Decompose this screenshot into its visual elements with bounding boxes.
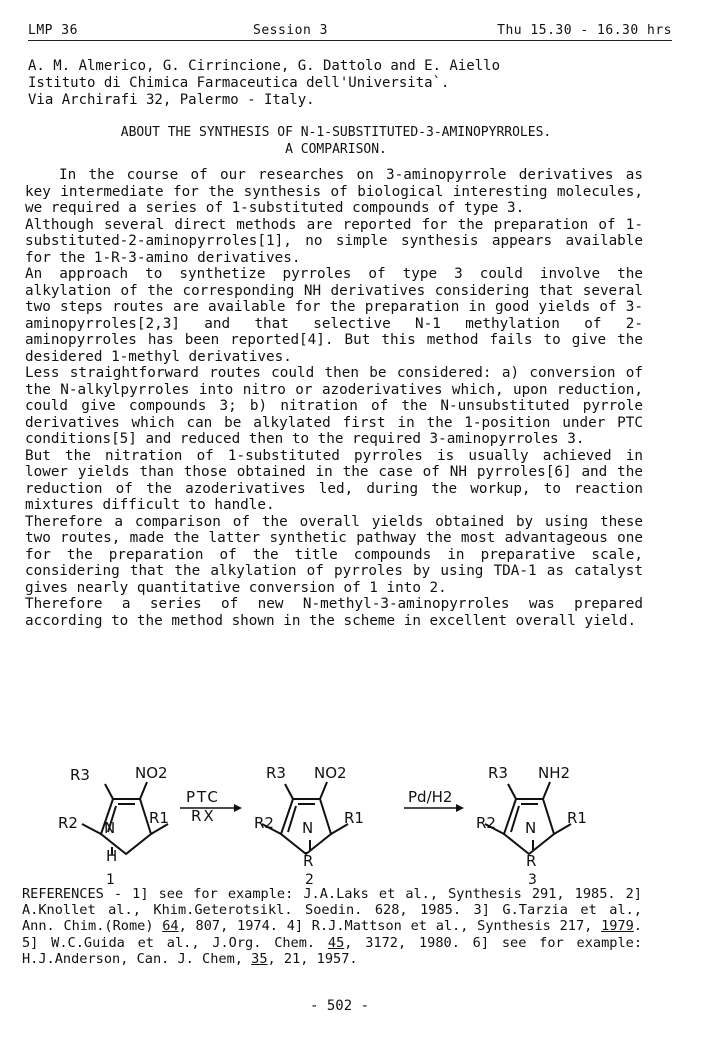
compound-1-structure <box>58 764 169 888</box>
paragraph-2: Although several direct methods are reported for the preparation of 1-substituted-2-aminopyrroles[1], no simple synthesis appears available for the 1-R-3-amino derivatives. <box>25 216 643 266</box>
session-header <box>28 22 672 41</box>
c2-r3: R3 <box>266 764 286 782</box>
references-part-3: , 3172, 1980. 6] see for example: H.J.Anderson, Can. J. Chem, <box>22 934 642 967</box>
c3-r1: R1 <box>567 809 587 827</box>
author-block <box>28 58 500 109</box>
paragraph-4: Less straightforward routes could then be considered: a) conversion of the N-alkylpyrroles into nitro or azoderivatives which, upon reduction, could give compounds 3; b) nitration of the N-unsubstituted pyrrole derivatives which can be alkylated first in the 1-position under PTC conditions[5] and reduced then to the required 3-aminopyrroles 3. <box>25 365 643 447</box>
c2-n-sub: R <box>303 852 314 870</box>
c2-top-group: NO2 <box>314 764 347 782</box>
abstract-body <box>25 167 643 629</box>
title-line-1: ABOUT THE SYNTHESIS OF N-1-SUBSTITUTED-3-AMINOPYRROLES. <box>120 125 552 140</box>
paragraph-3: An approach to synthetize pyrroles of type 3 could involve the alkylation of the corresponding NH derivatives considering that several two steps routes are available for the preparation in good yields of 3-aminopyrroles[2,3] and that selective N-1 methylation of 2-aminopyrroles has been reported[4]. But this method fails to give the desidered 1-methyl derivatives. <box>25 266 643 365</box>
paragraph-1: In the course of our researches on 3-aminopyrrole derivatives as key intermediate for the synthesis of biological interesting molecules, we required a series of 1-substituted compounds of type 3. <box>25 167 643 216</box>
arrow2-above: Pd/H2 <box>408 788 453 806</box>
c2-n: N <box>302 819 314 837</box>
c3-r3: R3 <box>488 764 508 782</box>
arrow-pd-h2 <box>404 788 464 812</box>
c1-r1: R1 <box>149 809 169 827</box>
c3-n: N <box>525 819 537 837</box>
references-text <box>22 886 642 967</box>
reaction-scheme <box>50 762 670 892</box>
header-session: Session 3 <box>253 23 328 38</box>
c3-r2: R2 <box>476 814 496 832</box>
author-address: Via Archirafi 32, Palermo - Italy. <box>28 92 315 108</box>
c2-number: 2 <box>305 872 314 888</box>
c1-top-group: NO2 <box>135 764 168 782</box>
c3-n-sub: R <box>526 852 537 870</box>
arrow-ptc <box>180 788 242 825</box>
c3-number: 3 <box>528 872 537 888</box>
arrow1-below: RX <box>191 807 216 825</box>
ref-year-underlined: 1979 <box>601 918 634 935</box>
paragraph-7: Therefore a series of new N-methyl-3-aminopyrroles was prepared according to the method shown in the scheme in excellent overall yield. <box>25 596 643 629</box>
paragraph-5: But the nitration of 1-substituted pyrroles is usually achieved in lower yields than those obtained in the case of NH pyrroles[6] and the reduction of the azoderivatives led, during the workup, to reaction mixtures difficult to handle. <box>25 447 643 513</box>
ref-volume-1: 64 <box>162 918 179 935</box>
ref-volume-3: 35 <box>251 950 268 967</box>
page-number: - 502 - <box>310 998 370 1014</box>
c1-r2: R2 <box>58 814 78 832</box>
header-code: LMP 36 <box>28 23 78 38</box>
c1-r3: R3 <box>70 766 90 784</box>
author-names: A. M. Almerico, G. Cirrincione, G. Dattolo and E. Aiello <box>28 58 501 74</box>
references-part-1: , 807, 1974. 4] R.J.Mattson et al., Synthesis 217, <box>178 918 602 935</box>
author-institute: Istituto di Chimica Farmaceutica dell'Universita`. <box>28 75 450 91</box>
references-part-4: , 21, 1957. <box>267 950 358 967</box>
references <box>22 886 642 967</box>
references-lead: REFERENCES - 1] see for example: J.A.Laks et al., Synthesis 291, 1985. 2] A.Knollet al., Khim.Geterotsikl. Soedin. 628, 1985. 3] G.Tarzia et al., Ann. Chim.(Rome) <box>22 886 642 935</box>
paper-title <box>28 124 644 158</box>
compound-3-structure <box>476 764 587 888</box>
c3-top-group: NH2 <box>538 764 571 782</box>
compound-2-structure <box>254 764 364 888</box>
title-line-2: A COMPARISON. <box>285 142 387 157</box>
c2-r1: R1 <box>344 809 364 827</box>
ref-volume-2: 45 <box>327 934 345 951</box>
c1-n: N <box>104 819 116 837</box>
paragraph-6: Therefore a comparison of the overall yields obtained by using these two routes, made the latter synthetic pathway the most advantageous one for the preparation of the title compounds in preparative scale, considering that the alkylation of pyrroles by using TDA-1 as catalyst gives nearly quantitative conversion of 1 into 2. <box>25 513 643 596</box>
c1-n-sub: H <box>106 847 118 865</box>
references-part-2: . 5] W.C.Guida et al., J.Org. Chem. <box>22 918 642 951</box>
c2-r2: R2 <box>254 814 274 832</box>
arrow1-above: PTC <box>186 788 220 806</box>
svg-text:R3 <box>70 766 90 784</box>
c1-number: 1 <box>106 872 115 888</box>
header-time: Thu 15.30 - 16.30 hrs <box>497 23 672 38</box>
